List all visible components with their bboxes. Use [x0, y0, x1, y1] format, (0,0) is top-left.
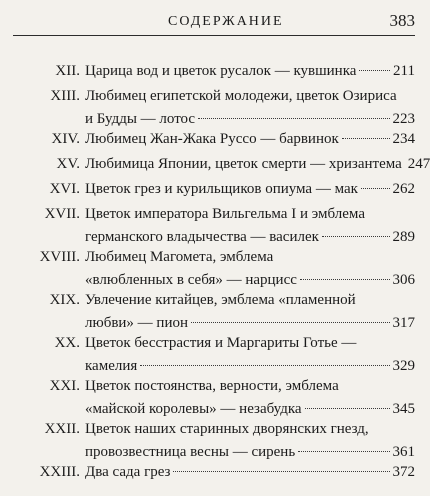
dot-leader	[191, 322, 389, 323]
chapter-page: 361	[392, 444, 415, 460]
chapter-page: 262	[392, 181, 415, 197]
chapter-title: любви» — пион	[85, 315, 189, 331]
chapter-title: Любимица Японии, цветок смерти — хризантема	[85, 156, 402, 172]
chapter-title: провозвестница весны — сирень	[85, 444, 296, 460]
chapter-title-line	[85, 270, 415, 290]
dot-leader	[198, 118, 389, 119]
chapter-number: XV.	[56, 156, 80, 172]
toc-entry-xviii	[0, 247, 428, 290]
chapter-page: 317	[392, 315, 415, 331]
dot-leader	[359, 70, 390, 71]
chapter-title-line	[85, 442, 415, 462]
chapter-page: 329	[392, 358, 415, 374]
dot-leader	[342, 138, 390, 139]
running-title: СОДЕРЖАНИЕ	[168, 14, 284, 29]
header-rule	[13, 35, 415, 36]
toc-entry-xx	[0, 333, 428, 376]
chapter-page: 289	[392, 229, 415, 245]
dot-leader	[361, 188, 390, 189]
page-header	[0, 0, 428, 40]
chapter-title-first-line: Цветок постоянства, верности, эмблема	[85, 378, 339, 394]
chapter-title: камелия	[85, 358, 138, 374]
dot-leader	[173, 471, 389, 472]
toc-entry-xiii	[0, 86, 428, 129]
chapter-title-line	[85, 399, 415, 419]
chapter-title-first-line: Цветок наших старинных дворянских гнезд,	[85, 421, 369, 437]
chapter-number: XVI.	[49, 181, 80, 197]
chapter-title: германского владычества — василек	[85, 229, 319, 245]
chapter-title-line	[85, 179, 415, 199]
dot-leader	[305, 408, 390, 409]
toc-entry-xv	[0, 154, 428, 179]
toc-entry-xxiii	[0, 462, 428, 487]
chapter-number: XII.	[55, 63, 80, 79]
chapter-number: XVII.	[44, 206, 80, 222]
chapter-title-first-line: Увлечение китайцев, эмблема «пламенной	[85, 292, 356, 308]
chapter-title-line	[85, 356, 415, 376]
chapter-title-line	[85, 129, 415, 149]
chapter-title-first-line: Цветок бесстрастия и Маргариты Готье —	[85, 335, 357, 351]
chapter-page: 345	[392, 401, 415, 417]
toc-entry-xiv	[0, 129, 428, 154]
chapter-title-line	[85, 154, 430, 174]
chapter-page: 223	[392, 111, 415, 127]
dot-leader	[298, 451, 389, 452]
dot-leader	[322, 236, 390, 237]
chapter-title: «майской королевы» — незабудка	[85, 401, 302, 417]
chapter-title: Царица вод и цветок русалок — кувшинка	[85, 63, 357, 79]
chapter-title: и Будды — лотос	[85, 111, 196, 127]
chapter-page: 247	[407, 156, 430, 172]
chapter-page: 211	[393, 63, 415, 79]
chapter-title-first-line: Цветок императора Вильгельма I и эмблема	[85, 206, 365, 222]
dot-leader	[140, 365, 389, 366]
chapter-title-first-line: Любимец Магомета, эмблема	[85, 249, 274, 265]
chapter-number: XIV.	[51, 131, 80, 147]
chapter-number: XIII.	[50, 88, 80, 104]
dot-leader	[300, 279, 390, 280]
chapter-number: XXI.	[49, 378, 80, 394]
chapter-page: 306	[392, 272, 415, 288]
chapter-title: Любимец Жан-Жака Руссо — барвинок	[85, 131, 339, 147]
chapter-page: 234	[392, 131, 415, 147]
table-of-contents	[0, 61, 428, 487]
chapter-number: XX.	[54, 335, 80, 351]
chapter-number: XVIII.	[39, 249, 80, 265]
toc-entry-xii	[0, 61, 428, 86]
chapter-number: XIX.	[49, 292, 80, 308]
toc-entry-xvi	[0, 179, 428, 204]
toc-entry-xxi	[0, 376, 428, 419]
toc-entry-xxii	[0, 419, 428, 462]
chapter-page: 372	[392, 464, 415, 480]
chapter-title-line	[85, 227, 415, 247]
chapter-title: Два сада грез	[85, 464, 171, 480]
chapter-title-line	[85, 109, 415, 129]
chapter-title-line	[85, 462, 415, 482]
chapter-title-line	[85, 313, 415, 333]
toc-entry-xix	[0, 290, 428, 333]
toc-entry-xvii	[0, 204, 428, 247]
chapter-number: XXII.	[44, 421, 80, 437]
chapter-title-first-line: Любимец египетской молодежи, цветок Озириса	[85, 88, 397, 104]
chapter-title: Цветок грез и курильщиков опиума — мак	[85, 181, 358, 197]
chapter-title-line	[85, 61, 415, 81]
page-number: 383	[389, 11, 415, 30]
chapter-title: «влюбленных в себя» — нарцисс	[85, 272, 297, 288]
chapter-number: XXIII.	[39, 464, 80, 480]
